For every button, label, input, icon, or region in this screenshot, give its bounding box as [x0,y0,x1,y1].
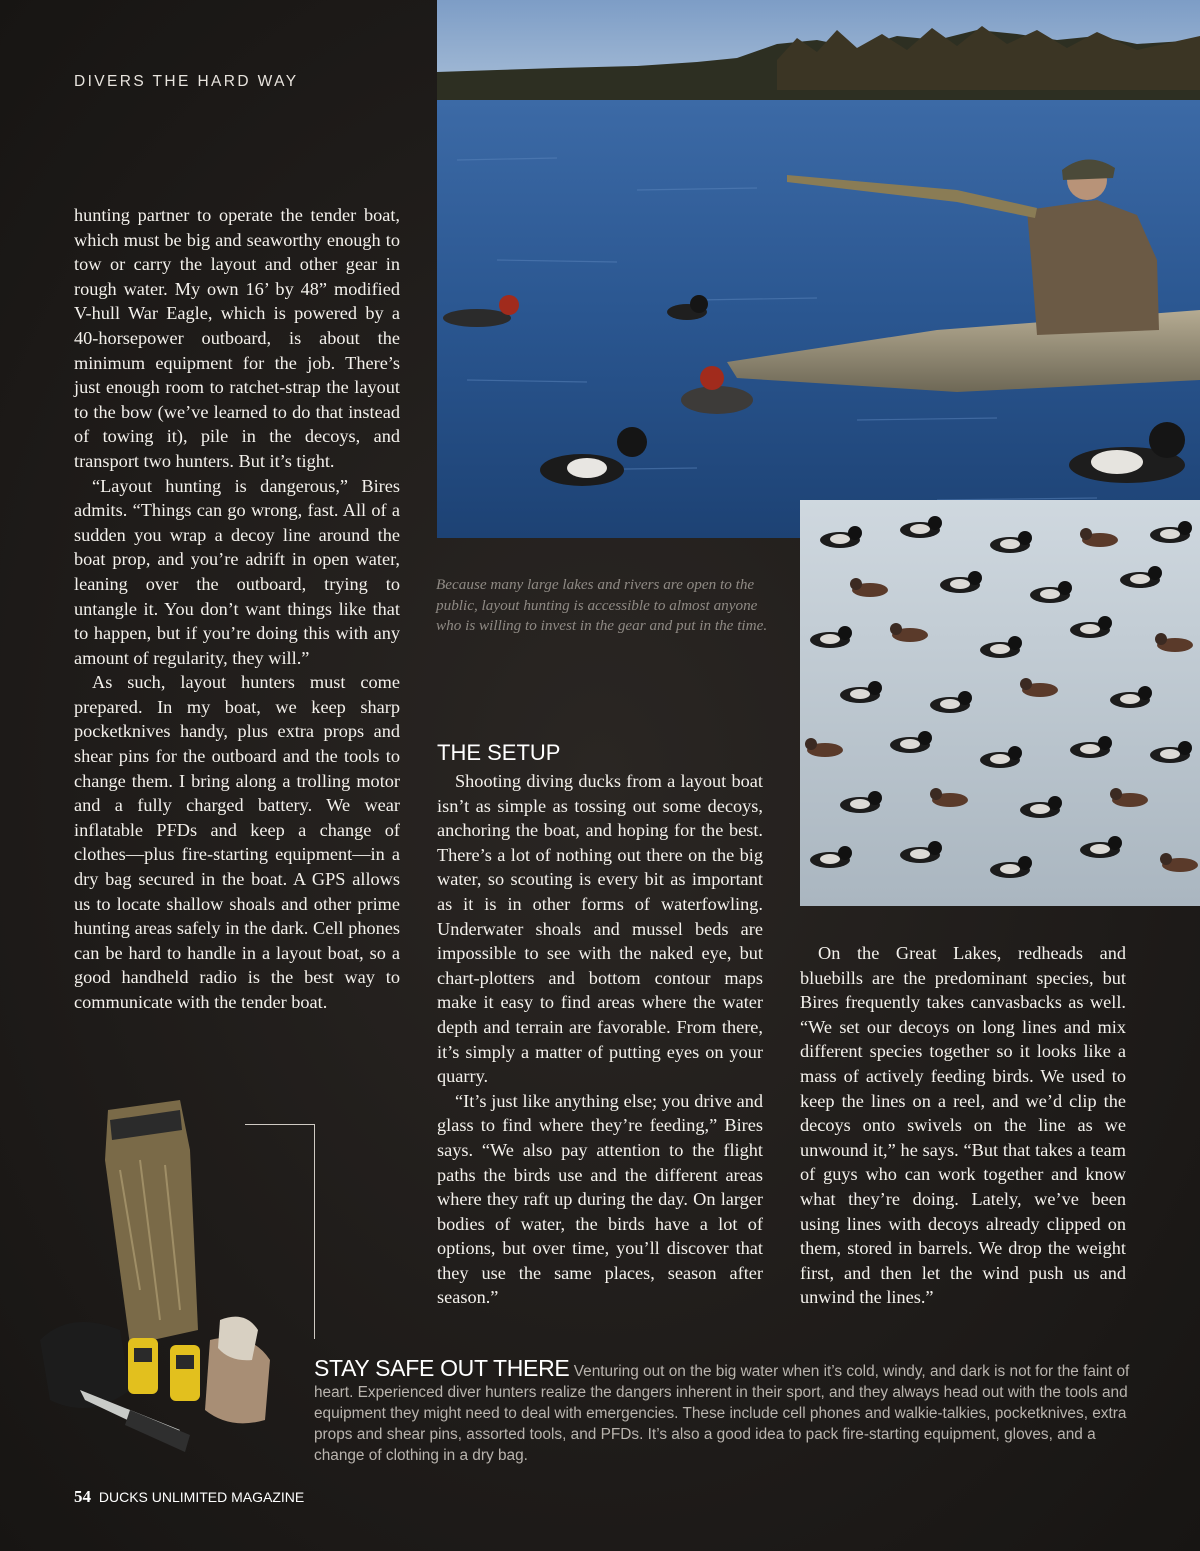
safety-gear-photo [30,1090,300,1470]
setup-subhead: THE SETUP [437,740,561,765]
hunter-layout-boat-photo [437,0,1200,538]
callout-rule-vertical [314,1124,315,1339]
sidebar-body: Venturing out on the big water when it’s cold, windy, and dark is not for the faint of heart. Experienced diver hunters realize the dangers inherent in their sport, and they always head out with the tools and equipment they might need to deal with emergencies. These include cell phones and walkie-talkies, pocketknives, extra props and shear pins, assorted tools, and PFDs. It’s also a good idea to pack fire-starting equipment, gloves, and a change of clothing in a dry bag. [314,1363,1130,1464]
body-column-3 [800,941,1126,1310]
page-footer [74,1487,304,1507]
column1-paragraph: As such, layout hunters must come prepared. In my boat, we keep sharp pocketknives handy, plus extra props and shear pins for the outboard and the tools to change them. I bring along a trolling motor and a fully charged battery. We wear inflatable PFDs and keep a change of clothes—plus fire-starting equipment—in a dry bag secured in the boat. A GPS allows us to locate shallow shoals and other prime hunting areas safely in the dark. Cell phones can be hard to handle in a layout boat, so a good handheld radio is the best way to communicate with the tender boat. [74,672,400,1012]
column1-paragraph: “Layout hunting is dangerous,” Bires admits. “Things can go wrong, fast. All of a sudden you wrap a decoy line around the boat prop, and you’re adrift in open water, leaning over the outboard, trying to untangle it. You don’t want things like that to happen, but if you’re doing this with any amount of regularity, they will.” [74,475,400,668]
column3-paragraph: On the Great Lakes, redheads and bluebills are the predominant species, but Bires frequently takes canvasbacks as well. “We set our decoys on long lines and mix different species together so it looks like a mass of actively feeding birds. We used to keep the lines on a reel, and we’d clip the decoys onto swivels on the line as we unwound it,” he says. “But that takes a team of guys who can work together and know what they’re doing. Lately, we’ve been using lines with decoys already clipped on them, stored in barrels. We drop the weight first, and then let the wind push us and unwind the lines.” [800,943,1126,1308]
page-number: 54 [74,1487,91,1506]
publication-name: DUCKS UNLIMITED MAGAZINE [98,1489,305,1505]
diving-duck-flock-photo [800,500,1200,906]
sidebar-box [314,1355,1134,1466]
sidebar-title: STAY SAFE OUT THERE [314,1355,570,1381]
column2-paragraph: “It’s just like anything else; you drive and glass to find where they’re feeding,” Bires says. “We also pay attention to the flight paths the birds use and the different areas where they raft up during the day. On larger bodies of water, the birds have a lot of options, but over time, you’ll discover that they use the same places, season after season.” [437,1090,763,1308]
column2-paragraph: Shooting diving ducks from a layout boat isn’t as simple as tossing out some decoys, anchoring the boat, and hoping for the best. There’s a lot of nothing out there on the big water, so scouting is every bit as important as it is in other forms of waterfowling. Underwater shoals and mussel beds are impossible to see with the naked eye, but chart-plotters and bottom contour maps make it easy to find areas where the water depth and terrain are favorable. From there, it’s simply a matter of putting eyes on your quarry. [437,771,763,1087]
body-column-1 [74,203,400,1015]
callout-rule-horizontal [245,1124,315,1125]
section-kicker: DIVERS THE HARD WAY [74,73,299,90]
body-column-2 [437,769,763,1310]
photo-caption: Because many large lakes and rivers are open to the public, layout hunting is accessible to almost anyone who is willing to invest in the gear and put in the time. [436,576,768,634]
column1-paragraph: hunting partner to operate the tender boat, which must be big and seaworthy enough to tow or carry the layout and other gear in rough water. My own 16’ by 48” modified V-hull War Eagle, which is powered by a 40-horsepower outboard, is about the minimum equipment for the job. There’s just enough room to ratchet-strap the layout to the bow (we’ve learned to do that instead of towing it), pile in the decoys, and transport two hunters. But it’s tight. [74,205,400,471]
